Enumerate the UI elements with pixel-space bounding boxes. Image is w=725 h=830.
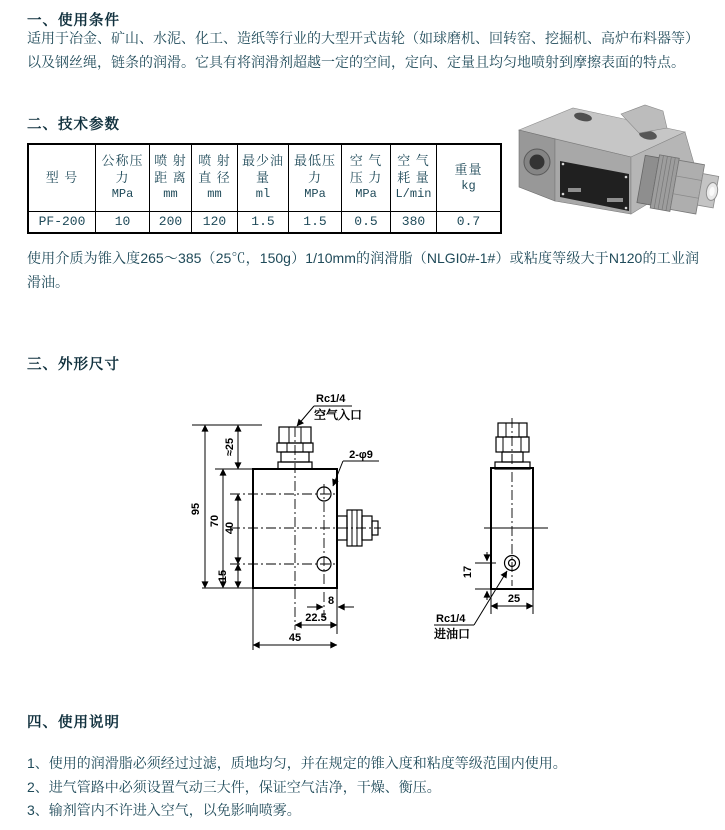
product-photo	[505, 102, 723, 220]
section-3-heading: 三、外形尺寸	[27, 357, 120, 373]
dim-70: 70	[209, 514, 221, 528]
dim-40: 40	[224, 521, 236, 535]
air-port-thread: Rc1/4	[316, 393, 346, 405]
dim-approx-25: ≈25	[224, 437, 236, 457]
table-header-row	[28, 144, 501, 211]
table-header-cell: 喷 射 直 径 mm	[192, 144, 238, 211]
table-cell: 0.7	[437, 211, 502, 233]
table-cell: 380	[391, 211, 437, 233]
section-1-heading: 一、使用条件	[27, 13, 120, 29]
section-4-heading: 四、使用说明	[27, 715, 120, 731]
dim-25: 25	[507, 593, 521, 605]
table-header-cell: 空 气 耗 量 L/min	[391, 144, 437, 211]
usage-instructions-list	[27, 752, 567, 823]
air-port-label: 空气入口	[314, 408, 363, 422]
oil-port-label: 进油口	[434, 627, 471, 641]
dim-22-5: 22.5	[305, 612, 327, 624]
table-header-cell: 公称压力 MPa	[96, 144, 150, 211]
oil-port-thread: Rc1/4	[436, 613, 466, 625]
table-cell: PF-200	[28, 211, 96, 233]
table-row	[28, 211, 501, 233]
table-header-cell: 型 号	[28, 144, 96, 211]
table-cell: 1.5	[238, 211, 289, 233]
usage-instruction-item: 1、使用的润滑脂必须经过过滤，质地均匀，并在规定的锥入度和粘度等级范围内使用。	[27, 755, 567, 771]
table-header-cell: 空 气 压 力 MPa	[342, 144, 391, 211]
table-header-cell: 最低压力 MPa	[289, 144, 342, 211]
dim-8: 8	[327, 595, 335, 607]
table-cell: 120	[192, 211, 238, 233]
section-2-heading: 二、技术参数	[27, 117, 120, 133]
holes-label: 2-φ9	[349, 449, 373, 461]
table-cell: 0.5	[342, 211, 391, 233]
table-cell: 200	[150, 211, 192, 233]
tech-params-table	[27, 143, 502, 234]
table-header-cell: 重量 kg	[437, 144, 502, 211]
usage-instruction-item: 2、进气管路中必须设置气动三大件，保证空气洁净，干燥、衡压。	[27, 778, 441, 795]
usage-instruction-item: 3、输剂管内不许进入空气，以免影响喷雾。	[27, 802, 301, 818]
table-cell: 1.5	[289, 211, 342, 233]
dim-95: 95	[190, 502, 202, 516]
front-view	[190, 393, 381, 650]
dim-45: 45	[288, 632, 302, 644]
table-header-cell: 喷 射 距 离 mm	[150, 144, 192, 211]
nozzle-photo	[636, 152, 722, 219]
dim-15: 15	[217, 569, 229, 583]
table-header-cell: 最少油量 ml	[238, 144, 289, 211]
dimension-drawing	[185, 388, 550, 668]
table-cell: 10	[96, 211, 150, 233]
dim-17: 17	[462, 565, 474, 579]
side-view	[433, 418, 548, 641]
section-2-note: 使用介质为锥入度265～385（25℃，150g）1/10mm的润滑脂（NLGI0#-1#）或粘度等级大于N120的工业润滑油。	[27, 250, 699, 290]
section-1-body: 适用于冶金、矿山、水泥、化工、造纸等行业的大型开式齿轮（如球磨机、回转窑、挖掘机、高炉布料器等）以及钢丝绳，链条的润滑。它具有将润滑剂超越一定的空间，定向、定量且均匀地喷射到摩擦表面的特点。	[27, 30, 699, 70]
